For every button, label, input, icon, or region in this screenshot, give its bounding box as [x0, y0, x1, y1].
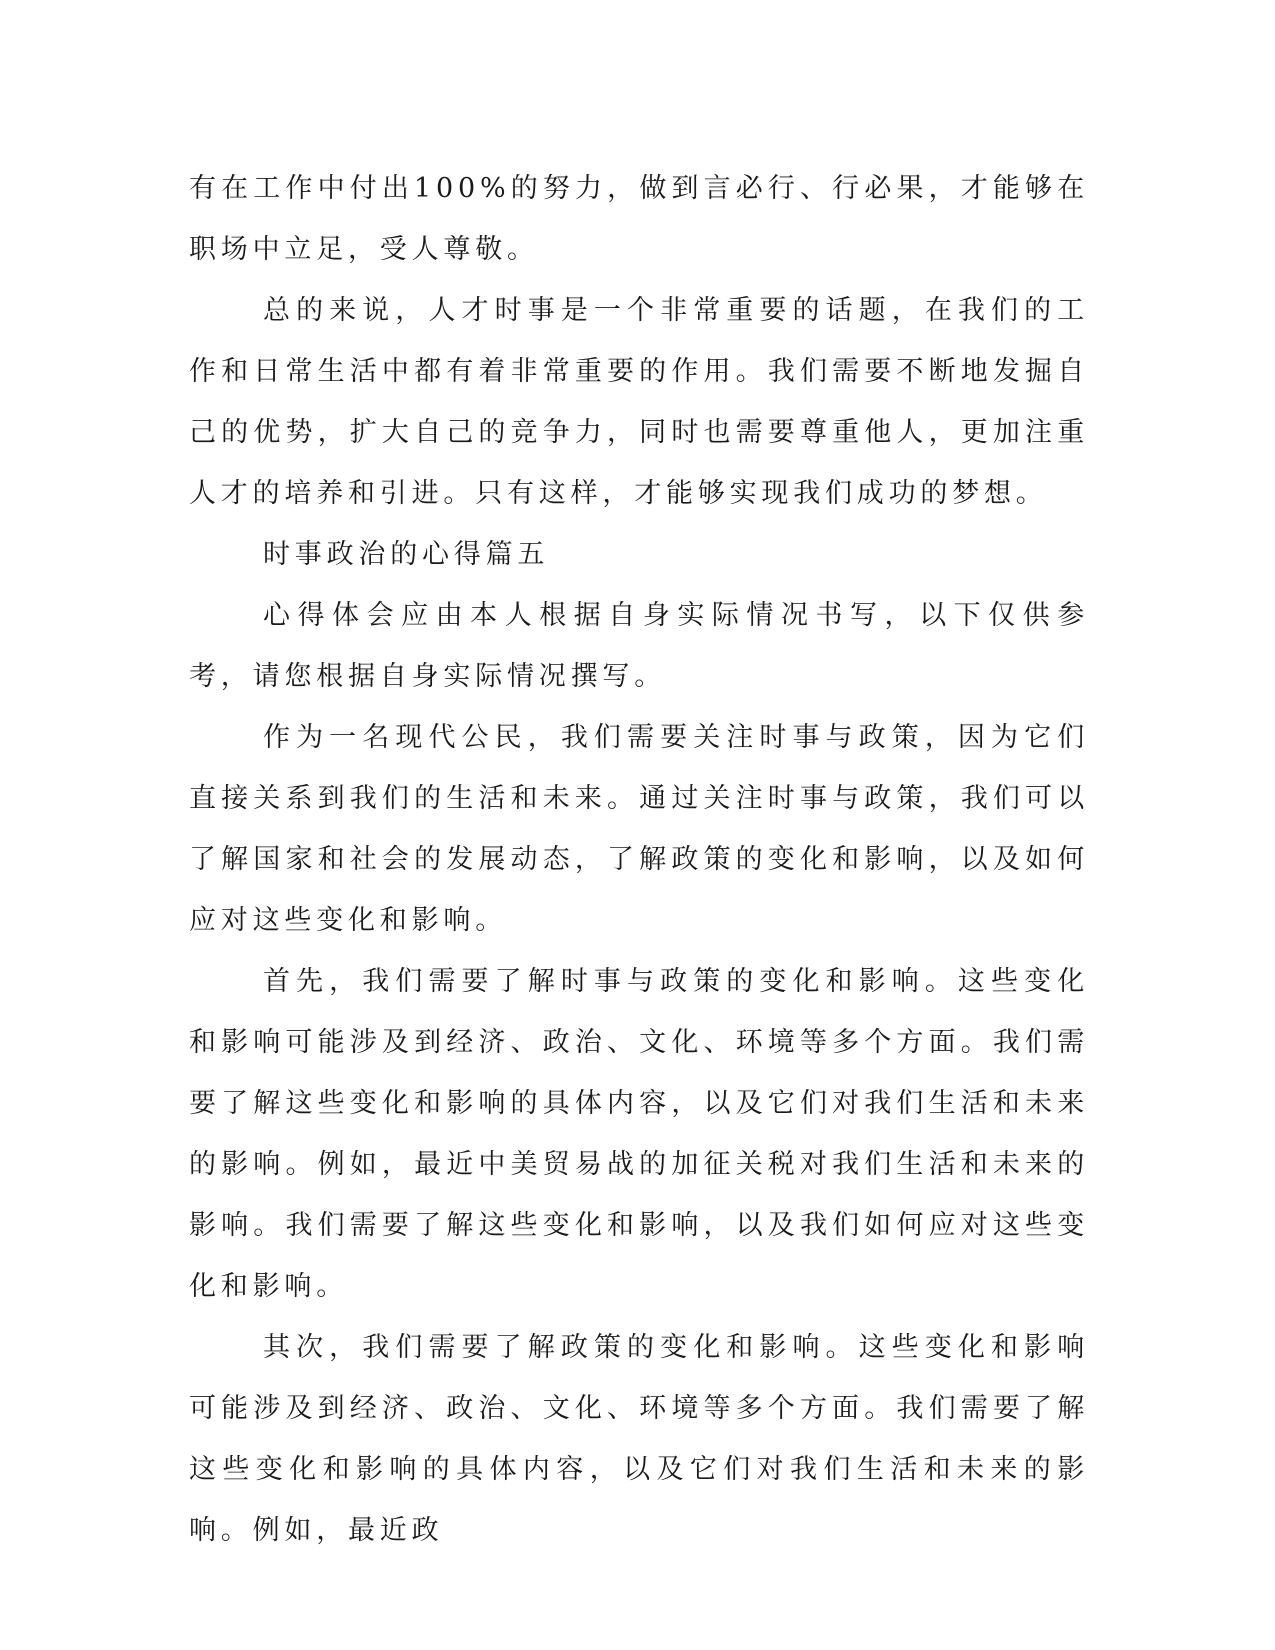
paragraph-second: 其次，我们需要了解政策的变化和影响。这些变化和影响可能涉及到经济、政治、文化、环境等多个方面。我们需要了解这些变化和影响的具体内容，以及它们对我们生活和未来的影响。例如，最近政 — [189, 1332, 1089, 1546]
paragraph-intro: 作为一名现代公民，我们需要关注时事与政策，因为它们直接关系到我们的生活和未来。通过关注时事与政策，我们可以了解国家和社会的发展动态，了解政策的变化和影响，以及如何应对这些变化和影响。 — [189, 722, 1089, 936]
paragraph-first: 首先，我们需要了解时事与政策的变化和影响。这些变化和影响可能涉及到经济、政治、文化、环境等多个方面。我们需要了解这些变化和影响的具体内容，以及它们对我们生活和未来的影响。例如，最近中美贸易战的加征关税对我们生活和未来的影响。我们需要了解这些变化和影响，以及我们如何应对这些变化和影响。 — [189, 966, 1089, 1302]
paragraph-continuation: 有在工作中付出100%的努力，做到言必行、行必果，才能够在职场中立足，受人尊敬。 — [189, 173, 1089, 265]
section-heading: 时事政治的心得篇五 — [263, 539, 550, 570]
paragraph-note: 心得体会应由本人根据自身实际情况书写，以下仅供参考，请您根据自身实际情况撰写。 — [189, 600, 1089, 692]
document-body — [189, 158, 1089, 1561]
paragraph-summary: 总的来说，人才时事是一个非常重要的话题，在我们的工作和日常生活中都有着非常重要的作用。我们需要不断地发掘自己的优势，扩大自己的竞争力，同时也需要尊重他人，更加注重人才的培养和引进。只有这样，才能够实现我们成功的梦想。 — [189, 295, 1089, 509]
